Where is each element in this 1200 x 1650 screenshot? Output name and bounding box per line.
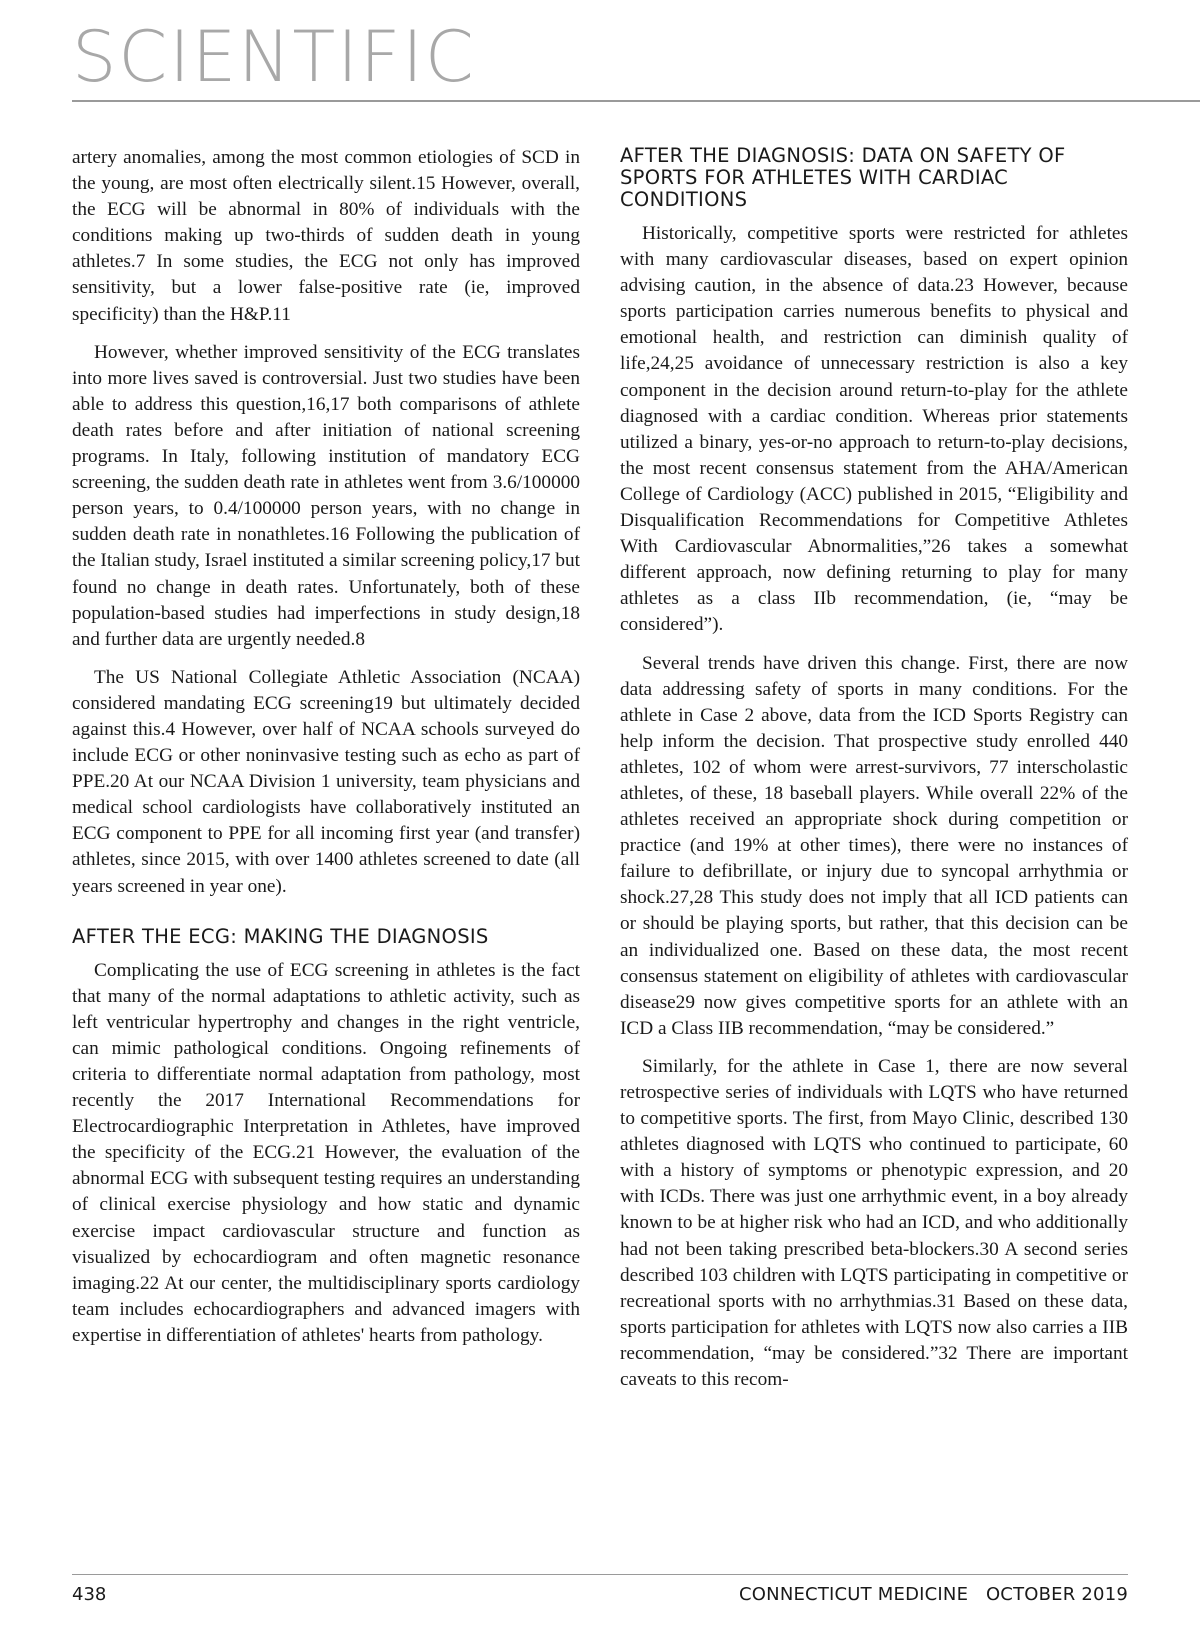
paragraph: Complicating the use of ECG screening in athletes is the fact that many of the normal adaptations to athletic activity, such as left ventricular hypertrophy and changes in the right ventricle, can mimic pathological conditions. Ongoing refinements of criteria to differentiate normal adaptation from pathology, most recently the 2017 International Recommendations for Electrocardiographic Interpretation in Athletes, have improved the specificity of the ECG.21 However, the evaluation of the abnormal ECG with subsequent testing requires an understanding of clinical exercise physiology and how static and dynamic exercise impact cardiovascular structure and function as visualized by echocardiogram and often magnetic resonance imaging.22 At our center, the multidisciplinary sports cardiology team includes echocardiographers and advanced imagers with expertise in differentiation of athletes' hearts from pathology. (72, 959, 580, 1346)
paragraph: Several trends have driven this change. First, there are now data addressing safety of sports in many conditions. For the athlete in Case 2 above, data from the ICD Sports Registry can help inform the decision. That prospective study enrolled 440 athletes, 102 of whom were arrest-survivors, 77 interscholastic athletes, of these, 18 baseball players. While overall 22% of the athletes received an appropriate shock during competition or practice (and 19% at other times), there were no instances of failure to defibrillate, or injury due to syncopal arrhythmia or shock.27,28 This study does not imply that all ICD patients can or should be playing sports, but rather, that this decision can be an individualized one. Based on these data, the most recent consensus statement on eligibility of athletes with cardiovascular disease29 now gives competitive sports for an athlete with an ICD a Class IIB recommendation, “may be considered.” (620, 652, 1128, 1039)
paragraph: The US National Collegiate Athletic Association (NCAA) considered mandating ECG screening19 but ultimately decided against this.4 However, over half of NCAA schools surveyed do include ECG or other noninvasive testing such as echo as part of PPE.20 At our NCAA Division 1 university, team physicians and medical school cardiologists have collaboratively instituted an ECG component to PPE for all incoming first year (and transfer) athletes, since 2015, with over 1400 athletes screened to date (all years screened in year one). (72, 666, 580, 897)
paragraph: Similarly, for the athlete in Case 1, there are now several retrospective series of individuals with LQTS who have returned to competitive sports. The first, from Mayo Clinic, described 130 athletes diagnosed with LQTS who continued to participate, 60 with a history of symptoms or phenotypic expression, and 20 with ICDs. There was just one arrhythmic event, in a boy already known to be at higher risk who had an ICD, and who additionally had not been taking prescribed beta-blockers.30 A second series described 103 children with LQTS participating in competitive or recreational sports with no arrhythmias.31 Based on these data, sports participation for athletes with LQTS now also carries a IIB recommendation, “may be considered.”32 There are important caveats to this recom- (620, 1055, 1128, 1391)
journal-issue: CONNECTICUT MEDICINE OCTOBER 2019 (739, 1584, 1128, 1605)
page-header-title: SCIENTIFIC (72, 16, 476, 98)
header-divider (72, 100, 1200, 102)
right-column (620, 145, 1128, 1405)
section-heading: AFTER THE DIAGNOSIS: DATA ON SAFETY OF SPORTS FOR ATHLETES WITH CARDIAC CONDITIONS (620, 144, 1066, 211)
paragraph: Historically, competitive sports were restricted for athletes with many cardiovascular diseases, based on expert opinion advising caution, in the absence of data.23 However, because sports participation carries numerous benefits to physical and emotional health, and restriction can diminish quality of life,24,25 avoidance of unnecessary restriction is also a key component in the decision around return-to-play for the athlete diagnosed with a cardiac condition. Whereas prior statements utilized a binary, yes-or-no approach to return-to-play decisions, the most recent consensus statement from the AHA/American College of Cardiology (ACC) published in 2015, “Eligibility and Disqualification Recommendations for Competitive Athletes With Cardiovascular Abnormalities,”26 takes a somewhat different approach, now defining returning to play for many athletes as a class IIb recommendation, (ie, “may be considered”). (620, 223, 1128, 636)
paragraph: artery anomalies, among the most common etiologies of SCD in the young, are most often electrically silent.15 However, overall, the ECG will be abnormal in 80% of individuals with the conditions making up two-thirds of sudden death in young athletes.7 In some studies, the ECG not only has improved sensitivity, but a lower false-positive rate (ie, improved specificity) than the H&P.11 (72, 147, 580, 325)
paragraph: However, whether improved sensitivity of the ECG translates into more lives saved is controversial. Just two studies have been able to address this question,16,17 both comparisons of athlete death rates before and after initiation of national screening programs. In Italy, following institution of mandatory ECG screening, the sudden death rate in athletes went from 3.6/100000 person years, to 0.4/100000 person years, with no change in sudden death rate in nonathletes.16 Following the publication of the Italian study, Israel instituted a similar screening policy,17 but found no change in death rates. Unfortunately, both of these population-based studies had imperfections in study design,18 and further data are urgently needed.8 (72, 341, 580, 650)
section-heading: AFTER THE ECG: MAKING THE DIAGNOSIS (72, 924, 489, 948)
page-number: 438 (72, 1584, 107, 1605)
left-column (72, 145, 580, 1361)
footer-divider (72, 1574, 1128, 1575)
